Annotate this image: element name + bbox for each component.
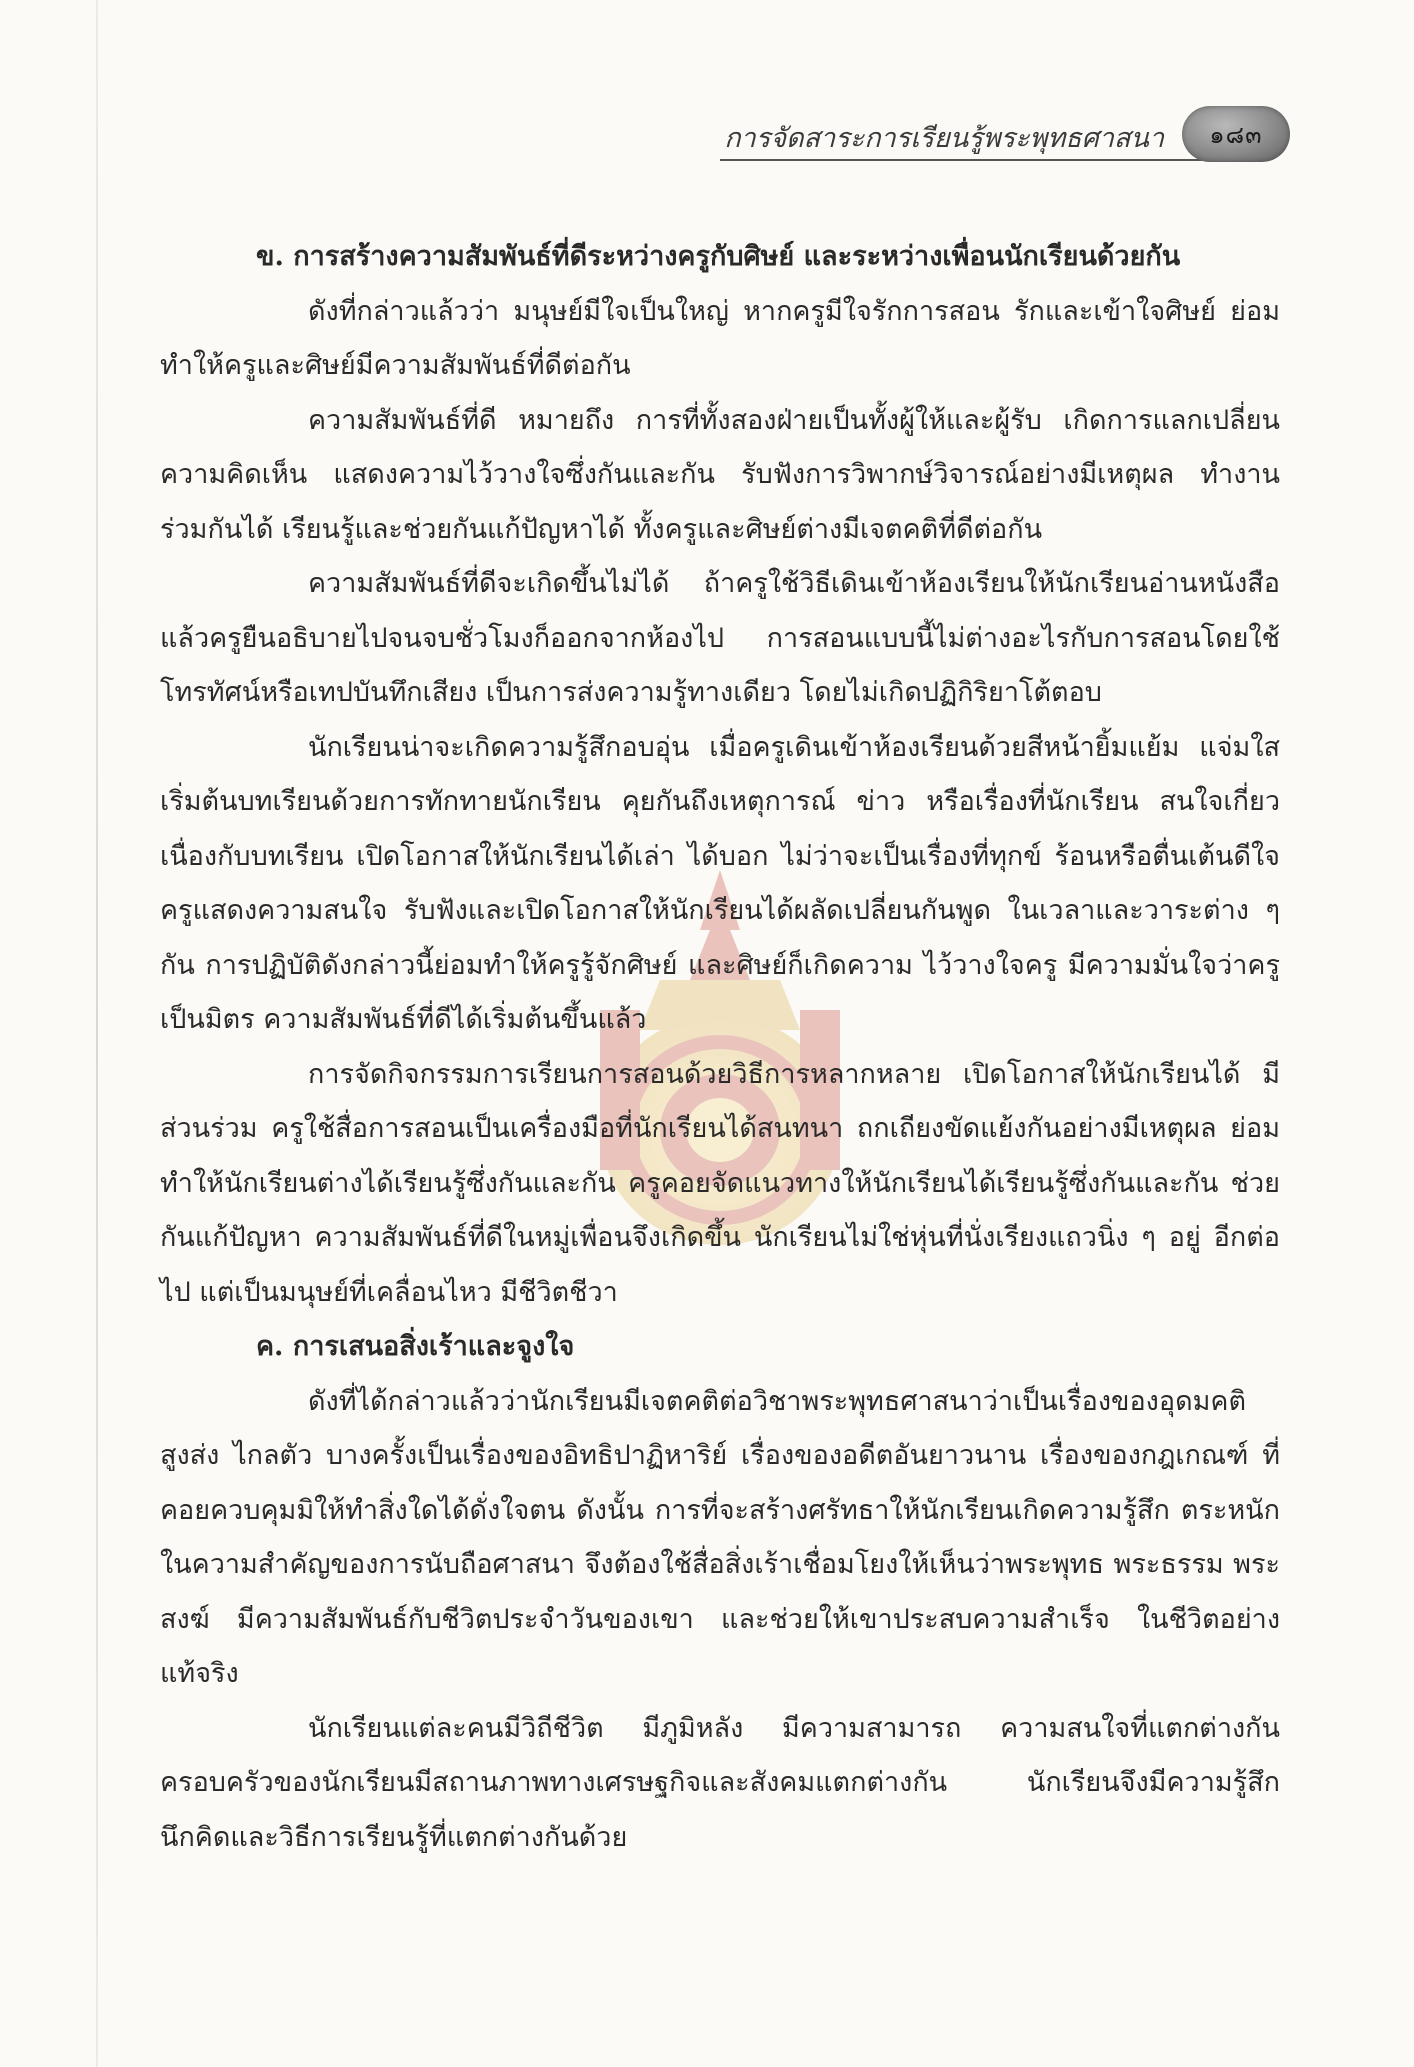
page-body [160,230,1280,1865]
page-number-badge [1182,106,1290,162]
running-title: การจัดสาระการเรียนรู้พระพุทธศาสนา [724,123,1164,154]
paragraph: ดังที่กล่าวแล้วว่า มนุษย์มีใจเป็นใหญ่ หากครูมีใจรักการสอน รักและเข้าใจศิษย์ ย่อมทำให้ครูและศิษย์มีความสัมพันธ์ที่ดีต่อกัน [160,295,1280,381]
paragraph: ความสัมพันธ์ที่ดี หมายถึง การที่ทั้งสองฝ่ายเป็นทั้งผู้ให้และผู้รับ เกิดการแลกเปลี่ยน ความคิดเห็น แสดงความไว้วางใจซึ่งกันและกัน รับฟังการวิพากษ์วิจารณ์อย่างมีเหตุผล ทำงาน ร่วมกันได้ เรียนรู้และช่วยกันแก้ปัญหาได้ ทั้งครูและศิษย์ต่างมีเจตคติที่ดีต่อกัน [160,404,1280,545]
paragraph: การจัดกิจกรรมการเรียนการสอนด้วยวิธีการหลากหลาย เปิดโอกาสให้นักเรียนได้ มีส่วนร่วม ครูใช้สื่อการสอนเป็นเครื่องมือที่นักเรียนได้สนทนา ถกเถียงขัดแย้งกันอย่างมีเหตุผล ย่อมทำให้นักเรียนต่างได้เรียนรู้ซึ่งกันและกัน ครูคอยจัดแนวทางให้นักเรียนได้เรียนรู้ซึ่งกันและกัน ช่วยกันแก้ปัญหา ความสัมพันธ์ที่ดีในหมู่เพื่อนจึงเกิดขึ้น นักเรียนไม่ใช่หุ่นที่นั่งเรียงแถวนิ่ง ๆ อยู่ อีกต่อไป แต่เป็นมนุษย์ที่เคลื่อนไหว มีชีวิตชีวา [160,1058,1280,1308]
section-heading-c: ค. การเสนอสิ่งเร้าและจูงใจ [256,1331,575,1362]
section-heading-b: ข. การสร้างความสัมพันธ์ที่ดีระหว่างครูกับศิษย์ และระหว่างเพื่อนนักเรียนด้วยกัน [256,241,1181,272]
header-rule [720,159,1220,161]
page-number: ๑๘๓ [1209,120,1263,149]
paragraph: นักเรียนน่าจะเกิดความรู้สึกอบอุ่น เมื่อครูเดินเข้าห้องเรียนด้วยสีหน้ายิ้มแย้ม แจ่มใส เริ่มต้นบทเรียนด้วยการทักทายนักเรียน คุยกันถึงเหตุการณ์ ข่าว หรือเรื่องที่นักเรียน สนใจเกี่ยวเนื่องกับบทเรียน เปิดโอกาสให้นักเรียนได้เล่า ได้บอก ไม่ว่าจะเป็นเรื่องที่ทุกข์ ร้อนหรือตื่นเต้นดีใจ ครูแสดงความสนใจ รับฟังและเปิดโอกาสให้นักเรียนได้ผลัดเปลี่ยนกันพูด ในเวลาและวาระต่าง ๆ กัน การปฏิบัติดังกล่าวนี้ย่อมทำให้ครูรู้จักศิษย์ และศิษย์ก็เกิดความ ไว้วางใจครู มีความมั่นใจว่าครูเป็นมิตร ความสัมพันธ์ที่ดีได้เริ่มต้นขึ้นแล้ว [160,731,1280,1035]
running-header [0,104,1414,164]
page-binding-edge [96,0,98,2067]
paragraph: ความสัมพันธ์ที่ดีจะเกิดขึ้นไม่ได้ ถ้าครูใช้วิธีเดินเข้าห้องเรียนให้นักเรียนอ่านหนังสือ แล้วครูยืนอธิบายไปจนจบชั่วโมงก็ออกจากห้องไป การสอนแบบนี้ไม่ต่างอะไรกับการสอนโดยใช้ โทรทัศน์หรือเทปบันทึกเสียง เป็นการส่งความรู้ทางเดียว โดยไม่เกิดปฏิกิริยาโต้ตอบ [160,568,1280,708]
paragraph: ดังที่ได้กล่าวแล้วว่านักเรียนมีเจตคติต่อวิชาพระพุทธศาสนาว่าเป็นเรื่องของอุดมคติ สูงส่ง ไกลตัว บางครั้งเป็นเรื่องของอิทธิปาฏิหาริย์ เรื่องของอดีตอันยาวนาน เรื่องของกฎเกณฑ์ ที่คอยควบคุมมิให้ทำสิ่งใดได้ดั่งใจตน ดังนั้น การที่จะสร้างศรัทธาให้นักเรียนเกิดความรู้สึก ตระหนักในความสำคัญของการนับถือศาสนา จึงต้องใช้สื่อสิ่งเร้าเชื่อมโยงให้เห็นว่าพระพุทธ พระธรรม พระสงฆ์ มีความสัมพันธ์กับชีวิตประจำวันของเขา และช่วยให้เขาประสบความสำเร็จ ในชีวิตอย่างแท้จริง [160,1385,1280,1689]
paragraph: นักเรียนแต่ละคนมีวิถีชีวิต มีภูมิหลัง มีความสามารถ ความสนใจที่แตกต่างกัน ครอบครัวของนักเรียนมีสถานภาพทางเศรษฐกิจและสังคมแตกต่างกัน นักเรียนจึงมีความรู้สึก นึกคิดและวิธีการเรียนรู้ที่แตกต่างกันด้วย [160,1712,1280,1853]
